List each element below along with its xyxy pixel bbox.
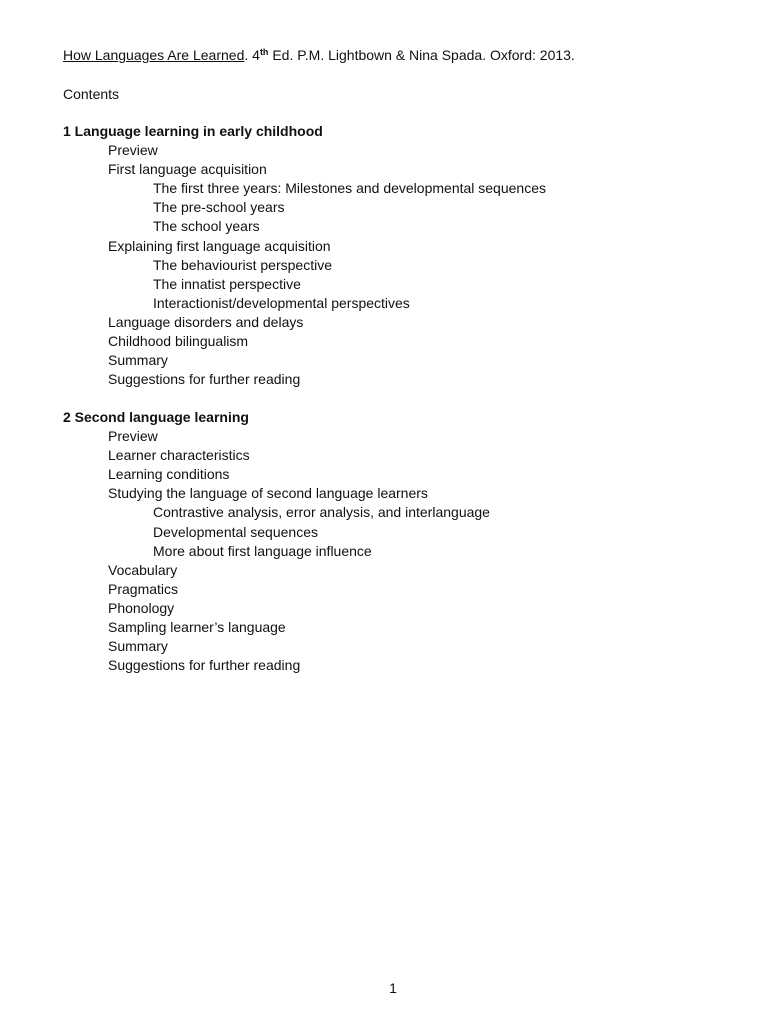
toc-section-item: Summary <box>108 352 168 368</box>
toc-section-item: Pragmatics <box>108 581 179 597</box>
toc-section-item: Phonology <box>108 600 175 616</box>
toc-subsection-item: The first three years: Milestones and developmental sequences <box>153 180 546 196</box>
toc-section-item: Sampling learner’s language <box>108 619 286 635</box>
toc-subsection-item: The behaviourist perspective <box>153 257 332 273</box>
toc-section-item: Preview <box>108 142 158 158</box>
toc-section-item: Preview <box>108 428 158 444</box>
chapter-heading-1: 1 Language learning in early childhood <box>63 123 323 139</box>
toc-section-item: Learning conditions <box>108 466 230 482</box>
toc-subsection-item: The innatist perspective <box>153 276 301 292</box>
toc-section-item: Learner characteristics <box>108 447 250 463</box>
toc-subsection-item: The school years <box>153 218 260 234</box>
page-number: 1 <box>389 980 397 996</box>
book-title: How Languages Are Learned <box>63 47 245 63</box>
toc-subsection-item: Developmental sequences <box>153 524 318 540</box>
toc-section-item: Childhood bilingualism <box>108 333 249 349</box>
toc-section-item: Explaining first language acquisition <box>108 238 331 254</box>
toc-section-item: Language disorders and delays <box>108 314 304 330</box>
contents-heading: Contents <box>63 86 120 102</box>
toc-section-item: Vocabulary <box>108 562 178 578</box>
chapter-heading-2: 2 Second language learning <box>63 409 249 425</box>
toc-section-item: Summary <box>108 638 168 654</box>
toc-section-item: First language acquisition <box>108 161 267 177</box>
citation-separator: . 4 <box>244 47 260 63</box>
citation-details: Ed. P.M. Lightbown & Nina Spada. Oxford: 2013. <box>268 47 575 63</box>
toc-subsection-item: The pre-school years <box>153 199 285 215</box>
book-citation <box>63 46 575 65</box>
toc-section-item: Studying the language of second language learners <box>108 485 428 501</box>
toc-section-item: Suggestions for further reading <box>108 371 301 387</box>
toc-subsection-item: Contrastive analysis, error analysis, and interlanguage <box>153 504 490 520</box>
toc-subsection-item: More about first language influence <box>153 543 372 559</box>
edition-suffix: th <box>259 47 269 57</box>
toc-subsection-item: Interactionist/developmental perspectives <box>153 295 410 311</box>
toc-section-item: Suggestions for further reading <box>108 657 301 673</box>
